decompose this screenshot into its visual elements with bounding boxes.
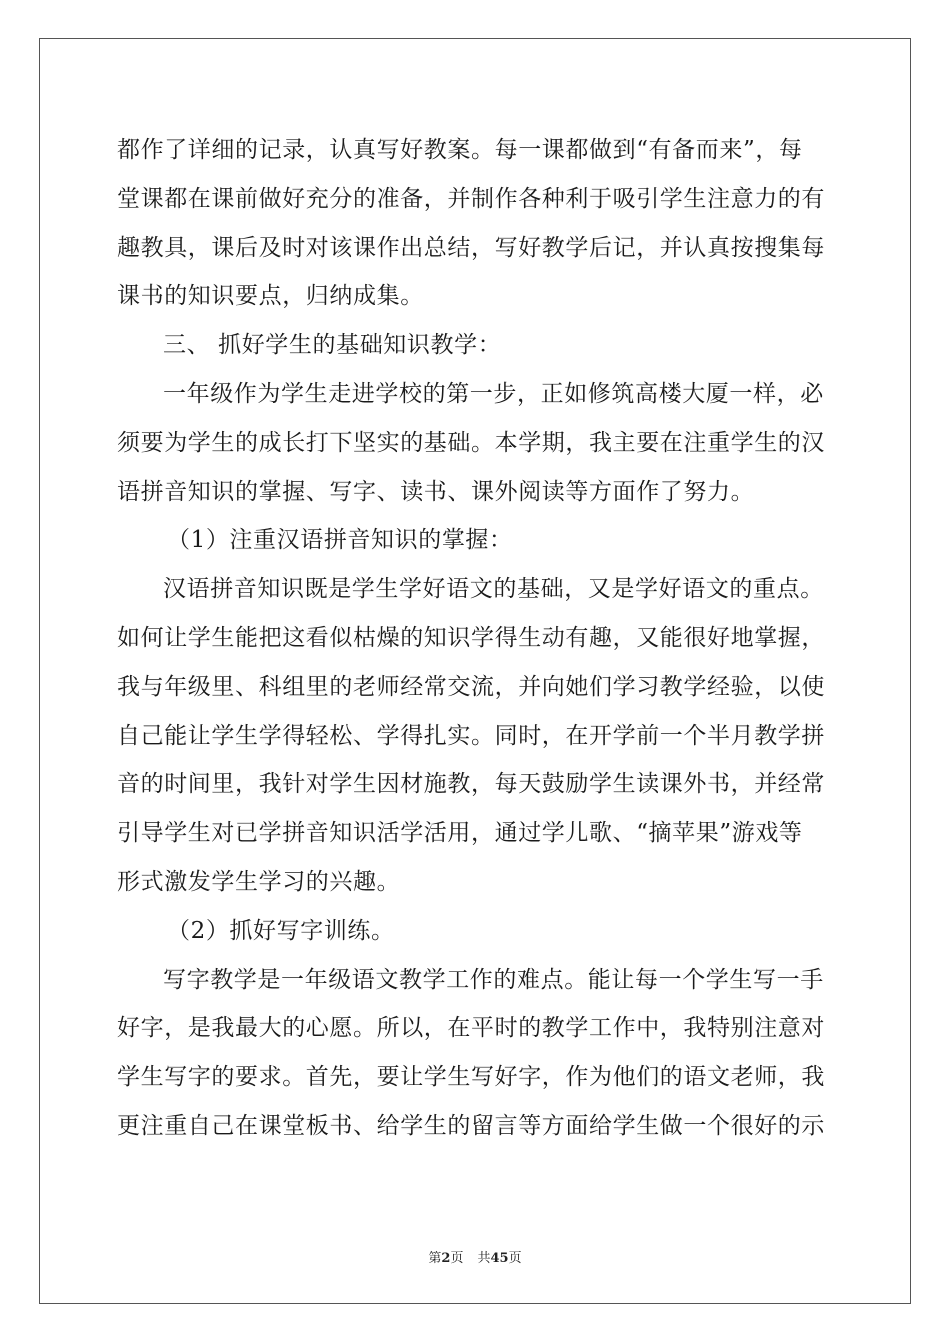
text-line: 如何让学生能把这看似枯燥的知识学得生动有趣，又能很好地掌握，: [117, 624, 825, 651]
subsection-heading: （1）注重汉语拼音知识的掌握：: [167, 527, 513, 554]
text-line: 须要为学生的成长打下坚实的基础。本学期，我主要在注重学生的汉: [117, 429, 825, 456]
text-line: 课书的知识要点，归纳成集。: [117, 283, 424, 310]
text-line: 都作了详细的记录，认真写好教案。每一课都做到“有备而来”，每: [117, 137, 803, 163]
page-number: 2: [441, 1251, 451, 1266]
text-line: 更注重自己在课堂板书、给学生的留言等方面给学生做一个很好的示: [117, 1112, 825, 1139]
text-line: 好字，是我最大的心愿。所以，在平时的教学工作中，我特别注意对: [117, 1015, 825, 1042]
text-line: 一年级作为学生走进学校的第一步，正如修筑高楼大厦一样，必: [163, 380, 824, 407]
section-heading: 三、 抓好学生的基础知识教学：: [163, 332, 502, 359]
text-line: 形式激发学生学习的兴趣。: [117, 868, 401, 895]
text-line: 语拼音知识的掌握、写字、读书、课外阅读等方面作了努力。: [117, 478, 755, 505]
text-line: 写字教学是一年级语文教学工作的难点。能让每一个学生写一手: [163, 966, 824, 993]
text-line: 学生写字的要求。首先，要让学生写好字，作为他们的语文老师，我: [117, 1064, 825, 1091]
page-footer: [0, 1247, 950, 1266]
text-line: 趣教具，课后及时对该课作出总结，写好教学后记，并认真按搜集每: [117, 234, 825, 261]
total-prefix: 共: [477, 1251, 491, 1266]
text-line: 自己能让学生学得轻松、学得扎实。同时，在开学前一个半月教学拼: [117, 722, 825, 749]
page-suffix: 页: [450, 1251, 464, 1266]
document-body: [117, 126, 833, 1151]
page-prefix: 第: [428, 1251, 442, 1266]
total-pages: 45: [490, 1251, 509, 1266]
subsection-heading: （2）抓好写字训练。: [167, 917, 395, 944]
text-line: 堂课都在课前做好充分的准备，并制作各种利于吸引学生注意力的有: [117, 185, 825, 212]
text-line: 引导学生对已学拼音知识活学活用，通过学儿歌、“摘苹果”游戏等: [117, 820, 803, 847]
text-line: 音的时间里，我针对学生因材施教，每天鼓励学生读课外书，并经常: [117, 771, 825, 798]
text-line: 我与年级里、科组里的老师经常交流，并向她们学习教学经验，以使: [117, 673, 825, 700]
text-line: 汉语拼音知识既是学生学好语文的基础，又是学好语文的重点。: [163, 576, 824, 603]
total-suffix: 页: [508, 1251, 522, 1266]
